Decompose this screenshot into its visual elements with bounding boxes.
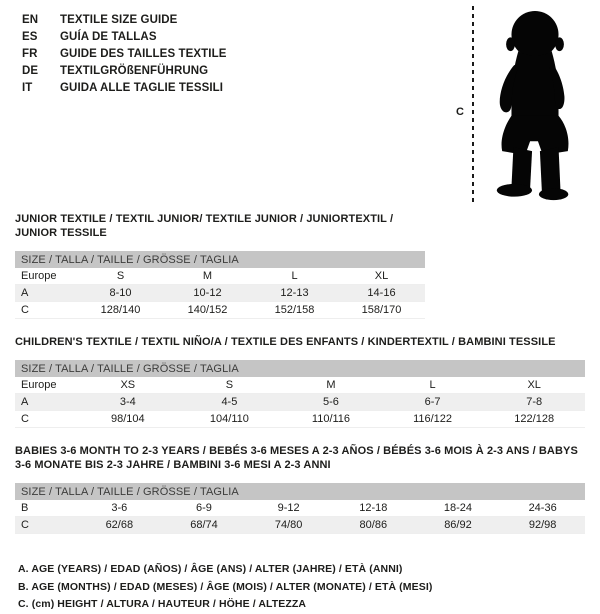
size-cell: 68/74 [162, 517, 247, 534]
size-header-cell: SIZE / TALLA / TAILLE / GRÖSSE / TAGLIA [15, 483, 585, 500]
row-label: Europe [15, 268, 77, 285]
size-cell: 10-12 [164, 285, 251, 302]
language-code: DE [22, 65, 39, 77]
note-height-cm: C. (cm) HEIGHT / ALTURA / HAUTEUR / HÖHE / ALTEZZA [18, 598, 307, 610]
note-age-months: B. AGE (MONTHS) / EDAD (MESES) / ÂGE (MOIS) / ALTER (MONATE) / ETÀ (MESI) [18, 580, 433, 593]
language-row-de [22, 63, 227, 80]
size-cell: 98/104 [77, 411, 179, 428]
size-cell: 152/158 [251, 302, 338, 319]
guide-title-de: TEXTILGRÖßENFÜHRUNG [60, 65, 209, 77]
children-size-table [15, 360, 585, 428]
size-cell: 86/92 [416, 517, 501, 534]
size-cell: 104/110 [179, 411, 281, 428]
size-cell: L [382, 377, 484, 394]
table-row [15, 394, 585, 411]
guide-title-fr: GUIDE DES TAILLES TEXTILE [60, 48, 227, 60]
size-cell: 9-12 [246, 500, 331, 517]
language-row-fr [22, 46, 227, 63]
table-row [15, 500, 585, 517]
size-cell: M [164, 268, 251, 285]
header-area [0, 0, 600, 206]
size-cell: 116/122 [382, 411, 484, 428]
size-cell: 12-18 [331, 500, 416, 517]
size-cell: M [280, 377, 382, 394]
height-marker-line [472, 6, 474, 202]
guide-title-es: GUÍA DE TALLAS [60, 31, 157, 43]
language-code: IT [22, 82, 33, 94]
junior-table-title: JUNIOR TEXTILE / TEXTIL JUNIOR/ TEXTILE JUNIOR / JUNIORTEXTIL / JUNIOR TESSILE [15, 213, 394, 239]
height-figure [444, 4, 594, 204]
size-cell: 158/170 [338, 302, 425, 319]
size-cell: 24-36 [500, 500, 585, 517]
size-header-row [15, 251, 425, 268]
size-cell: XL [483, 377, 585, 394]
size-cell: XL [338, 268, 425, 285]
size-cell: 4-5 [179, 394, 281, 411]
table-row [15, 302, 425, 319]
size-cell: 5-6 [280, 394, 382, 411]
language-row-es [22, 29, 227, 46]
row-label: C [15, 302, 77, 319]
row-label: A [15, 394, 77, 411]
table-row [15, 268, 425, 285]
junior-textile-section [15, 212, 425, 319]
size-header-cell: SIZE / TALLA / TAILLE / GRÖSSE / TAGLIA [15, 251, 425, 268]
size-cell: 62/68 [77, 517, 162, 534]
junior-size-table [15, 251, 425, 319]
baby-silhouette-icon [480, 8, 590, 204]
size-cell: 18-24 [416, 500, 501, 517]
size-cell: 128/140 [77, 302, 164, 319]
guide-title-it: GUIDA ALLE TAGLIE TESSILI [60, 82, 224, 94]
size-cell: 14-16 [338, 285, 425, 302]
size-cell: 6-7 [382, 394, 484, 411]
table-row [15, 285, 425, 302]
language-code: ES [22, 31, 38, 43]
language-row-en [22, 12, 227, 29]
size-cell: 92/98 [500, 517, 585, 534]
size-cell: 3-4 [77, 394, 179, 411]
row-label: C [15, 517, 77, 534]
size-header-row [15, 483, 585, 500]
row-label: A [15, 285, 77, 302]
table-row [15, 411, 585, 428]
table-row [15, 517, 585, 534]
size-cell: 110/116 [280, 411, 382, 428]
size-header-row [15, 360, 585, 377]
legend-notes [18, 561, 600, 614]
row-label: Europe [15, 377, 77, 394]
size-cell: L [251, 268, 338, 285]
size-cell: 140/152 [164, 302, 251, 319]
row-label: C [15, 411, 77, 428]
babies-table-title: BABIES 3-6 MONTH TO 2-3 YEARS / BEBÉS 3-6 MESES A 2-3 AÑOS / BÉBÉS 3-6 MOIS À 2-3 ANS / BABYS 3-6 MONATE BIS 2-3 JAHRE / BAMBINI 3-6 MESI A 2-3 ANNI [15, 445, 578, 471]
guide-title-en: TEXTILE SIZE GUIDE [60, 14, 178, 26]
children-table-title: CHILDREN'S TEXTILE / TEXTIL NIÑO/A / TEXTILE DES ENFANTS / KINDERTEXTIL / BAMBINI TESSILE [15, 336, 556, 348]
size-cell: 80/86 [331, 517, 416, 534]
language-row-it [22, 80, 227, 97]
size-cell: S [77, 268, 164, 285]
size-header-cell: SIZE / TALLA / TAILLE / GRÖSSE / TAGLIA [15, 360, 585, 377]
language-title-list [22, 12, 227, 97]
size-cell: 6-9 [162, 500, 247, 517]
table-row [15, 377, 585, 394]
row-label: B [15, 500, 77, 517]
language-code: EN [22, 14, 39, 26]
size-cell: 3-6 [77, 500, 162, 517]
note-age-years: A. AGE (YEARS) / EDAD (AÑOS) / ÂGE (ANS) / ALTER (JAHRE) / ETÀ (ANNI) [18, 563, 403, 575]
size-cell: 12-13 [251, 285, 338, 302]
children-textile-section [15, 335, 585, 428]
babies-size-table [15, 483, 585, 534]
babies-textile-section [15, 444, 585, 534]
size-cell: 122/128 [483, 411, 585, 428]
height-marker-label: C [456, 106, 464, 118]
size-cell: S [179, 377, 281, 394]
size-cell: 74/80 [246, 517, 331, 534]
size-cell: 8-10 [77, 285, 164, 302]
size-cell: 7-8 [483, 394, 585, 411]
language-code: FR [22, 48, 38, 60]
size-cell: XS [77, 377, 179, 394]
